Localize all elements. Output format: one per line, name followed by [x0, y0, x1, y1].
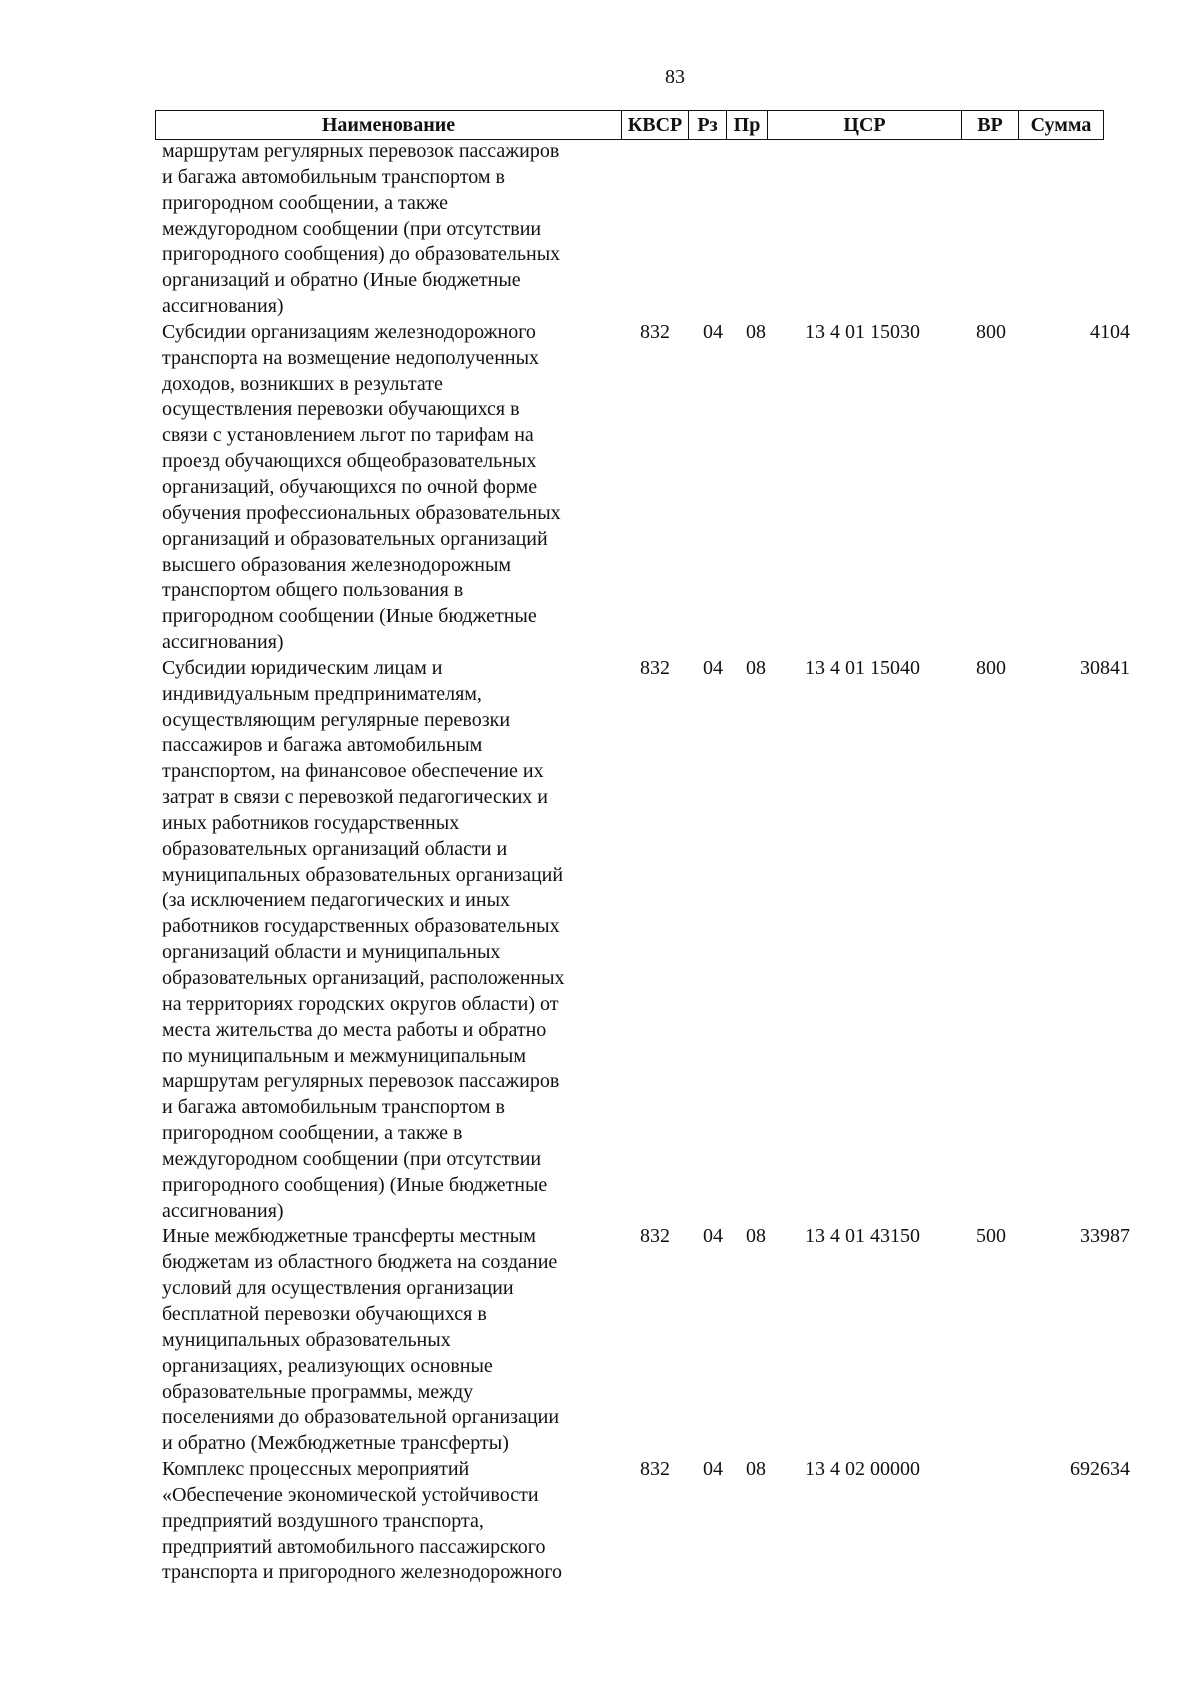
row-csr: 13 4 01 43150	[805, 1225, 920, 1248]
row-name: Субсидии юридическим лицам и индивидуальным предпринимателям, осуществляющим регулярные перевозки пассажиров и багажа автомобильным транспортом, на финансовое обеспечение их затрат в связи с перевозкой педагогических и иных работников государственных образовательных организаций области и муниципальных образовательных организаций (за исключением педагогических и иных работников государственных образовательных организаций области и муниципальных образовательных организаций, расположенных на территориях городских округов области) от места жительства до места работы и обратно по муниципальным и межмуниципальным маршрутам регулярных перевозок пассажиров и багажа автомобильным транспортом в пригородном сообщении, а также в междугородном сообщении (при отсутствии пригородного сообщения) (Иные бюджетные ассигнования)	[162, 656, 565, 1222]
table-row	[162, 320, 1130, 656]
header-csr: ЦСР	[768, 111, 962, 139]
header-vr: ВР	[962, 111, 1019, 139]
row-kvsr: 832	[640, 1225, 670, 1248]
row-name: Иные межбюджетные трансферты местным бюджетам из областного бюджета на создание условий для осуществления организации бесплатной перевозки обучающихся в муниципальных образовательных организациях, реализующих основные образовательные программы, между поселениями до образовательной организации и обратно (Межбюджетные трансферты)	[162, 1225, 560, 1455]
row-csr: 13 4 02 00000	[805, 1458, 920, 1481]
row-vr: 800	[976, 656, 1006, 679]
table-row	[162, 139, 1130, 320]
header-sum: Сумма	[1030, 113, 1092, 136]
row-rz: 04	[703, 1225, 723, 1248]
table-body	[162, 139, 1130, 1586]
table-row	[162, 1224, 1130, 1457]
row-csr: 13 4 01 15030	[805, 320, 920, 343]
row-kvsr: 832	[640, 320, 670, 343]
row-rz: 04	[703, 1458, 723, 1481]
row-pr: 08	[746, 1458, 766, 1481]
row-sum: 30841	[1080, 656, 1130, 679]
row-name: Субсидии организациям железнодорожного транспорта на возмещение недополученных доходов, возникших в результате осуществления перевозки обучающихся в связи с установлением льгот по тарифам на проезд обучающихся общеобразовательных организаций, обучающихся по очной форме обучения профессиональных образовательных организаций и образовательных организаций высшего образования железнодорожным транспортом общего пользования в пригородном сообщении (Иные бюджетные ассигнования)	[162, 320, 561, 654]
table-row	[162, 1457, 1130, 1586]
header-rz: Рз	[689, 111, 727, 139]
row-sum: 692634	[1070, 1458, 1130, 1481]
row-rz: 04	[703, 656, 723, 679]
row-rz: 04	[703, 320, 723, 343]
row-csr: 13 4 01 15040	[805, 656, 920, 679]
page-number: 83	[665, 66, 685, 88]
row-pr: 08	[746, 656, 766, 679]
row-sum: 33987	[1080, 1225, 1130, 1248]
table-header	[155, 110, 1104, 140]
row-sum: 4104	[1090, 320, 1130, 343]
header-name: Наименование	[156, 111, 622, 139]
table-row	[162, 656, 1130, 1225]
row-name: маршрутам регулярных перевозок пассажиров и багажа автомобильным транспортом в пригородном сообщении, а также междугородном сообщении (при отсутствии пригородного сообщения) до образовательных организаций и обратно (Иные бюджетные ассигнования)	[162, 140, 561, 318]
row-kvsr: 832	[640, 656, 670, 679]
row-pr: 08	[746, 1225, 766, 1248]
header-pr: Пр	[727, 111, 768, 139]
row-vr: 800	[976, 320, 1006, 343]
row-name: Комплекс процессных мероприятий «Обеспечение экономической устойчивости предприятий воздушного транспорта, предприятий автомобильного пассажирского транспорта и пригородного железнодорожного	[162, 1458, 563, 1584]
header-kvsr: КВСР	[622, 111, 689, 139]
row-pr: 08	[746, 320, 766, 343]
row-kvsr: 832	[640, 1458, 670, 1481]
row-vr: 500	[976, 1225, 1006, 1248]
